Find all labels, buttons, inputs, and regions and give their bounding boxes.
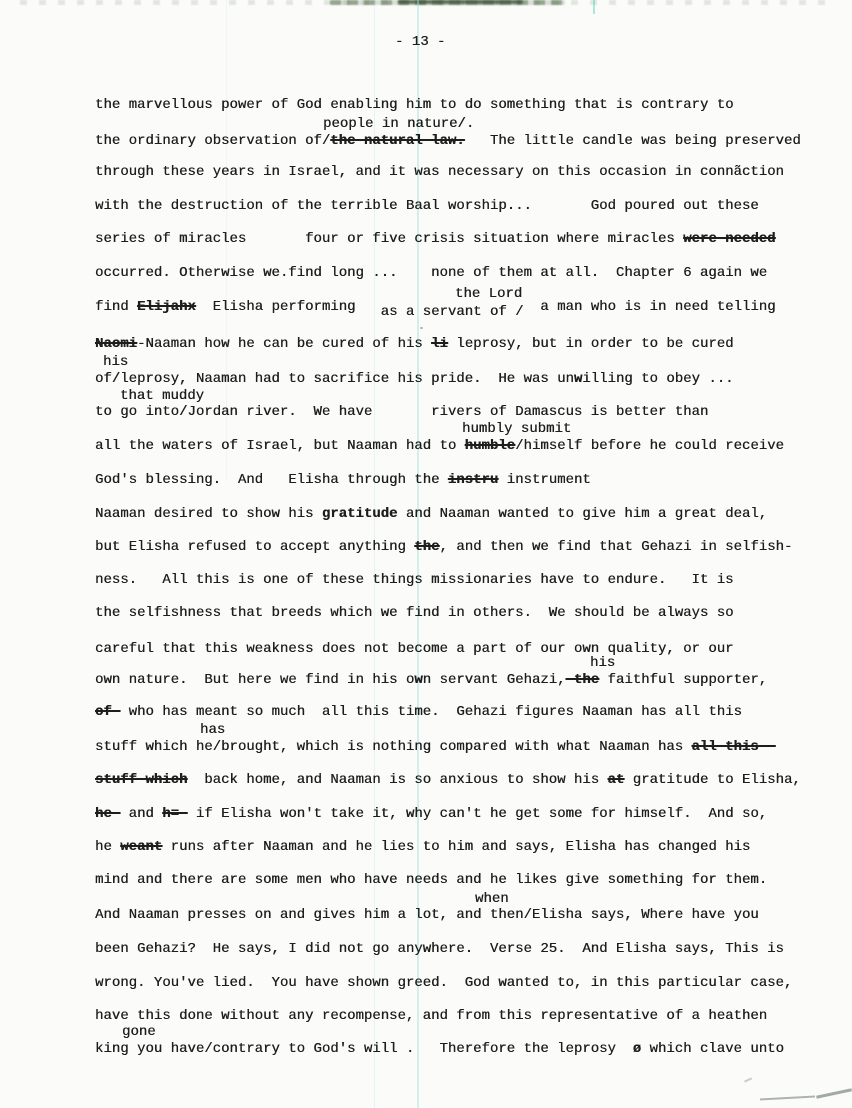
typed-line: And Naaman presses on and gives him a lot, and then/Elisha says, Where have you: [95, 907, 759, 923]
typed-line: wrong. You've lied. You have shown greed. God wanted to, in this particular case,: [95, 975, 793, 991]
inserted-word: people in nature/.: [323, 116, 475, 132]
inserted-word: his: [103, 354, 129, 370]
inserted-word: has: [200, 722, 226, 738]
typed-line: mind and there are some men who have needs and he likes give something for them.: [95, 872, 768, 888]
typed-line: the marvellous power of God enabling him to do something that is contrary to: [95, 97, 734, 113]
typed-line: occurred. Otherwise we.find long ... none of them at all. Chapter 6 again we: [95, 265, 768, 281]
typed-line: to go into/Jordan river. We have rivers of Damascus is better than: [95, 404, 709, 420]
inserted-word: that muddy: [120, 388, 205, 404]
ink-speck: [420, 327, 423, 329]
typed-line: own nature. But here we find in his own servant Gehazi,-the faithful supporter,: [95, 672, 768, 688]
typed-line: he weant runs after Naaman and he lies to him and says, Elisha has changed his: [95, 839, 751, 855]
typed-line: Naomi-Naaman how he can be cured of his li leprosy, but in order to be cured: [95, 336, 734, 352]
inserted-word: humbly submit: [462, 421, 572, 437]
pencil-mark: [744, 1077, 752, 1082]
typed-line: have this done without any recompense, and from this representative of a heathen: [95, 1008, 768, 1024]
typed-line: of/leprosy, Naaman had to sacrifice his pride. He was unwilling to obey ...: [95, 371, 734, 387]
typed-line: all the waters of Israel, but Naaman had to humble/himself before he could receive: [95, 438, 784, 454]
pencil-mark: [760, 1096, 815, 1101]
typed-line: series of miracles four or five crisis situation where miracles were-needed: [95, 231, 776, 247]
pencil-mark: [816, 1088, 852, 1098]
typed-line: ness. All this is one of these things missionaries have to endure. It is: [95, 572, 734, 588]
typed-line: Naaman desired to show his gratitude and Naaman wanted to give him a great deal,: [95, 506, 768, 522]
typed-line: find Elijahx Elisha performing as a servant of / a man who is in need telling: [95, 299, 776, 320]
typed-line: the selfishness that breeds which we find in others. We should be always so: [95, 605, 734, 621]
page-number: - 13 -: [395, 34, 446, 50]
typed-line: stuff-which back home, and Naaman is so anxious to show his at gratitude to Elisha,: [95, 772, 801, 788]
typed-line: stuff which he/brought, which is nothing compared with what Naaman has all-this--: [95, 739, 776, 755]
typed-line: of- who has meant so much all this time. Gehazi figures Naaman has all this: [95, 704, 742, 720]
scan-smudge-band: [20, 0, 830, 5]
scan-smudge-dark: [398, 0, 523, 4]
typed-line: he- and h=- if Elisha won't take it, why can't he get some for himself. And so,: [95, 806, 768, 822]
typed-line: but Elisha refused to accept anything the, and then we find that Gehazi in selfish-: [95, 539, 793, 555]
typed-line: the ordinary observation of/the-natural-law. The little candle was being preserved: [95, 133, 801, 149]
typed-line: king you have/contrary to God's will . Therefore the leprosy ø which clave unto: [95, 1041, 784, 1057]
inserted-word: the Lord: [455, 286, 523, 302]
scan-smudge-mid: [330, 0, 565, 5]
typed-line: with the destruction of the terrible Baal worship... God poured out these: [95, 198, 759, 214]
scan-line: [593, 0, 595, 14]
typed-line: been Gehazi? He says, I did not go anywhere. Verse 25. And Elisha says, This is: [95, 941, 784, 957]
inserted-word: when: [475, 891, 509, 907]
inserted-word: gone: [122, 1024, 156, 1040]
typed-line: careful that this weakness does not become a part of our own quality, or our: [95, 641, 734, 657]
typed-line: through these years in Israel, and it was necessary on this occasion in connãction: [95, 164, 784, 180]
inserted-word: his: [590, 655, 616, 671]
typed-line: God's blessing. And Elisha through the instru instrument: [95, 472, 591, 488]
